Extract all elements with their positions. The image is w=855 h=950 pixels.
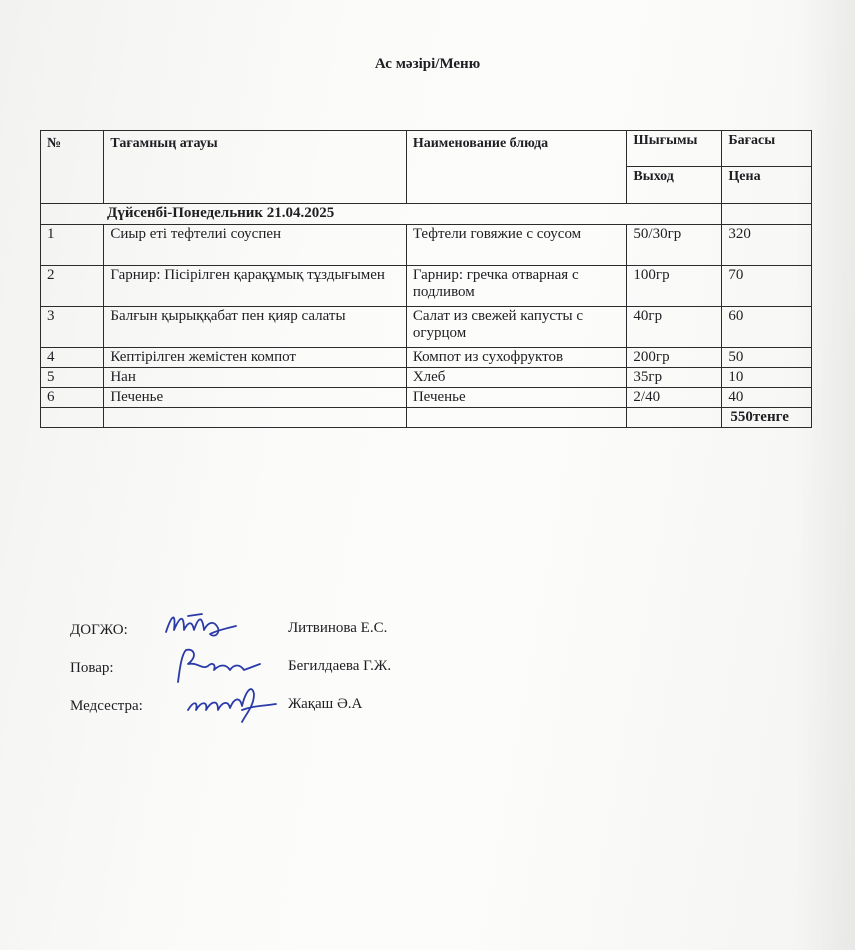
table-row <box>41 348 812 368</box>
table-row <box>41 388 812 408</box>
signature-name: Бегилдаева Г.Ж. <box>288 658 392 674</box>
row-name-ru: Печенье <box>406 388 627 408</box>
signature-role: ДОГЖО: <box>70 622 128 638</box>
signature-row <box>70 610 570 648</box>
signature-name: Литвинова Е.С. <box>288 620 388 636</box>
row-output: 200гр <box>627 348 722 368</box>
header-output-kz: Шығымы <box>627 131 722 167</box>
row-name-ru: Хлеб <box>406 368 627 388</box>
total-price: 550тенге <box>722 408 812 428</box>
row-output: 50/30гр <box>627 225 722 266</box>
total-row <box>41 408 812 428</box>
table-row <box>41 225 812 266</box>
row-price: 10 <box>722 368 812 388</box>
row-name-ru: Компот из сухофруктов <box>406 348 627 368</box>
total-empty-cell <box>627 408 722 428</box>
row-number: 5 <box>41 368 104 388</box>
table-row <box>41 307 812 348</box>
total-empty-cell <box>406 408 627 428</box>
row-name-ru: Гарнир: гречка отварная с подливом <box>406 266 627 307</box>
handwritten-signature <box>182 680 282 730</box>
row-price: 60 <box>722 307 812 348</box>
day-row <box>41 204 812 225</box>
header-name-kz: Тағамның атауы <box>104 131 407 204</box>
row-name-kz: Гарнир: Пісірілген қарақұмық тұздығымен <box>104 266 407 307</box>
menu-table <box>40 130 812 428</box>
row-name-ru: Салат из свежей капусты с огурцом <box>406 307 627 348</box>
signature-name: Жақаш Ә.А <box>288 696 363 712</box>
row-name-kz: Балғын қырыққабат пен қияр салаты <box>104 307 407 348</box>
table-header-row <box>41 131 812 167</box>
signature-block <box>70 610 570 724</box>
header-price-ru: Цена <box>722 167 812 204</box>
day-row-empty-cell <box>722 204 812 225</box>
row-price: 70 <box>722 266 812 307</box>
row-output: 35гр <box>627 368 722 388</box>
row-price: 50 <box>722 348 812 368</box>
row-price: 320 <box>722 225 812 266</box>
header-output-ru: Выход <box>627 167 722 204</box>
header-price-kz: Бағасы <box>722 131 812 167</box>
signature-row <box>70 648 570 686</box>
row-number: 4 <box>41 348 104 368</box>
row-number: 3 <box>41 307 104 348</box>
row-name-ru: Тефтели говяжие с соусом <box>406 225 627 266</box>
row-number: 1 <box>41 225 104 266</box>
row-name-kz: Сиыр еті тефтелиі соуспен <box>104 225 407 266</box>
row-output: 2/40 <box>627 388 722 408</box>
row-name-kz: Кептірілген жемістен компот <box>104 348 407 368</box>
header-name-ru: Наименование блюда <box>406 131 627 204</box>
total-empty-cell <box>104 408 407 428</box>
signature-role: Медсестра: <box>70 698 143 714</box>
day-label: Дүйсенбі-Понедельник 21.04.2025 <box>41 204 722 225</box>
table-row <box>41 266 812 307</box>
table-row <box>41 368 812 388</box>
row-price: 40 <box>722 388 812 408</box>
row-number: 2 <box>41 266 104 307</box>
row-name-kz: Печенье <box>104 388 407 408</box>
row-output: 100гр <box>627 266 722 307</box>
document-title: Ас мәзірі/Меню <box>374 56 481 72</box>
row-number: 6 <box>41 388 104 408</box>
header-number: № <box>41 131 104 204</box>
signature-role: Повар: <box>70 660 114 676</box>
row-output: 40гр <box>627 307 722 348</box>
total-empty-cell <box>41 408 104 428</box>
row-name-kz: Нан <box>104 368 407 388</box>
signature-row <box>70 686 570 724</box>
